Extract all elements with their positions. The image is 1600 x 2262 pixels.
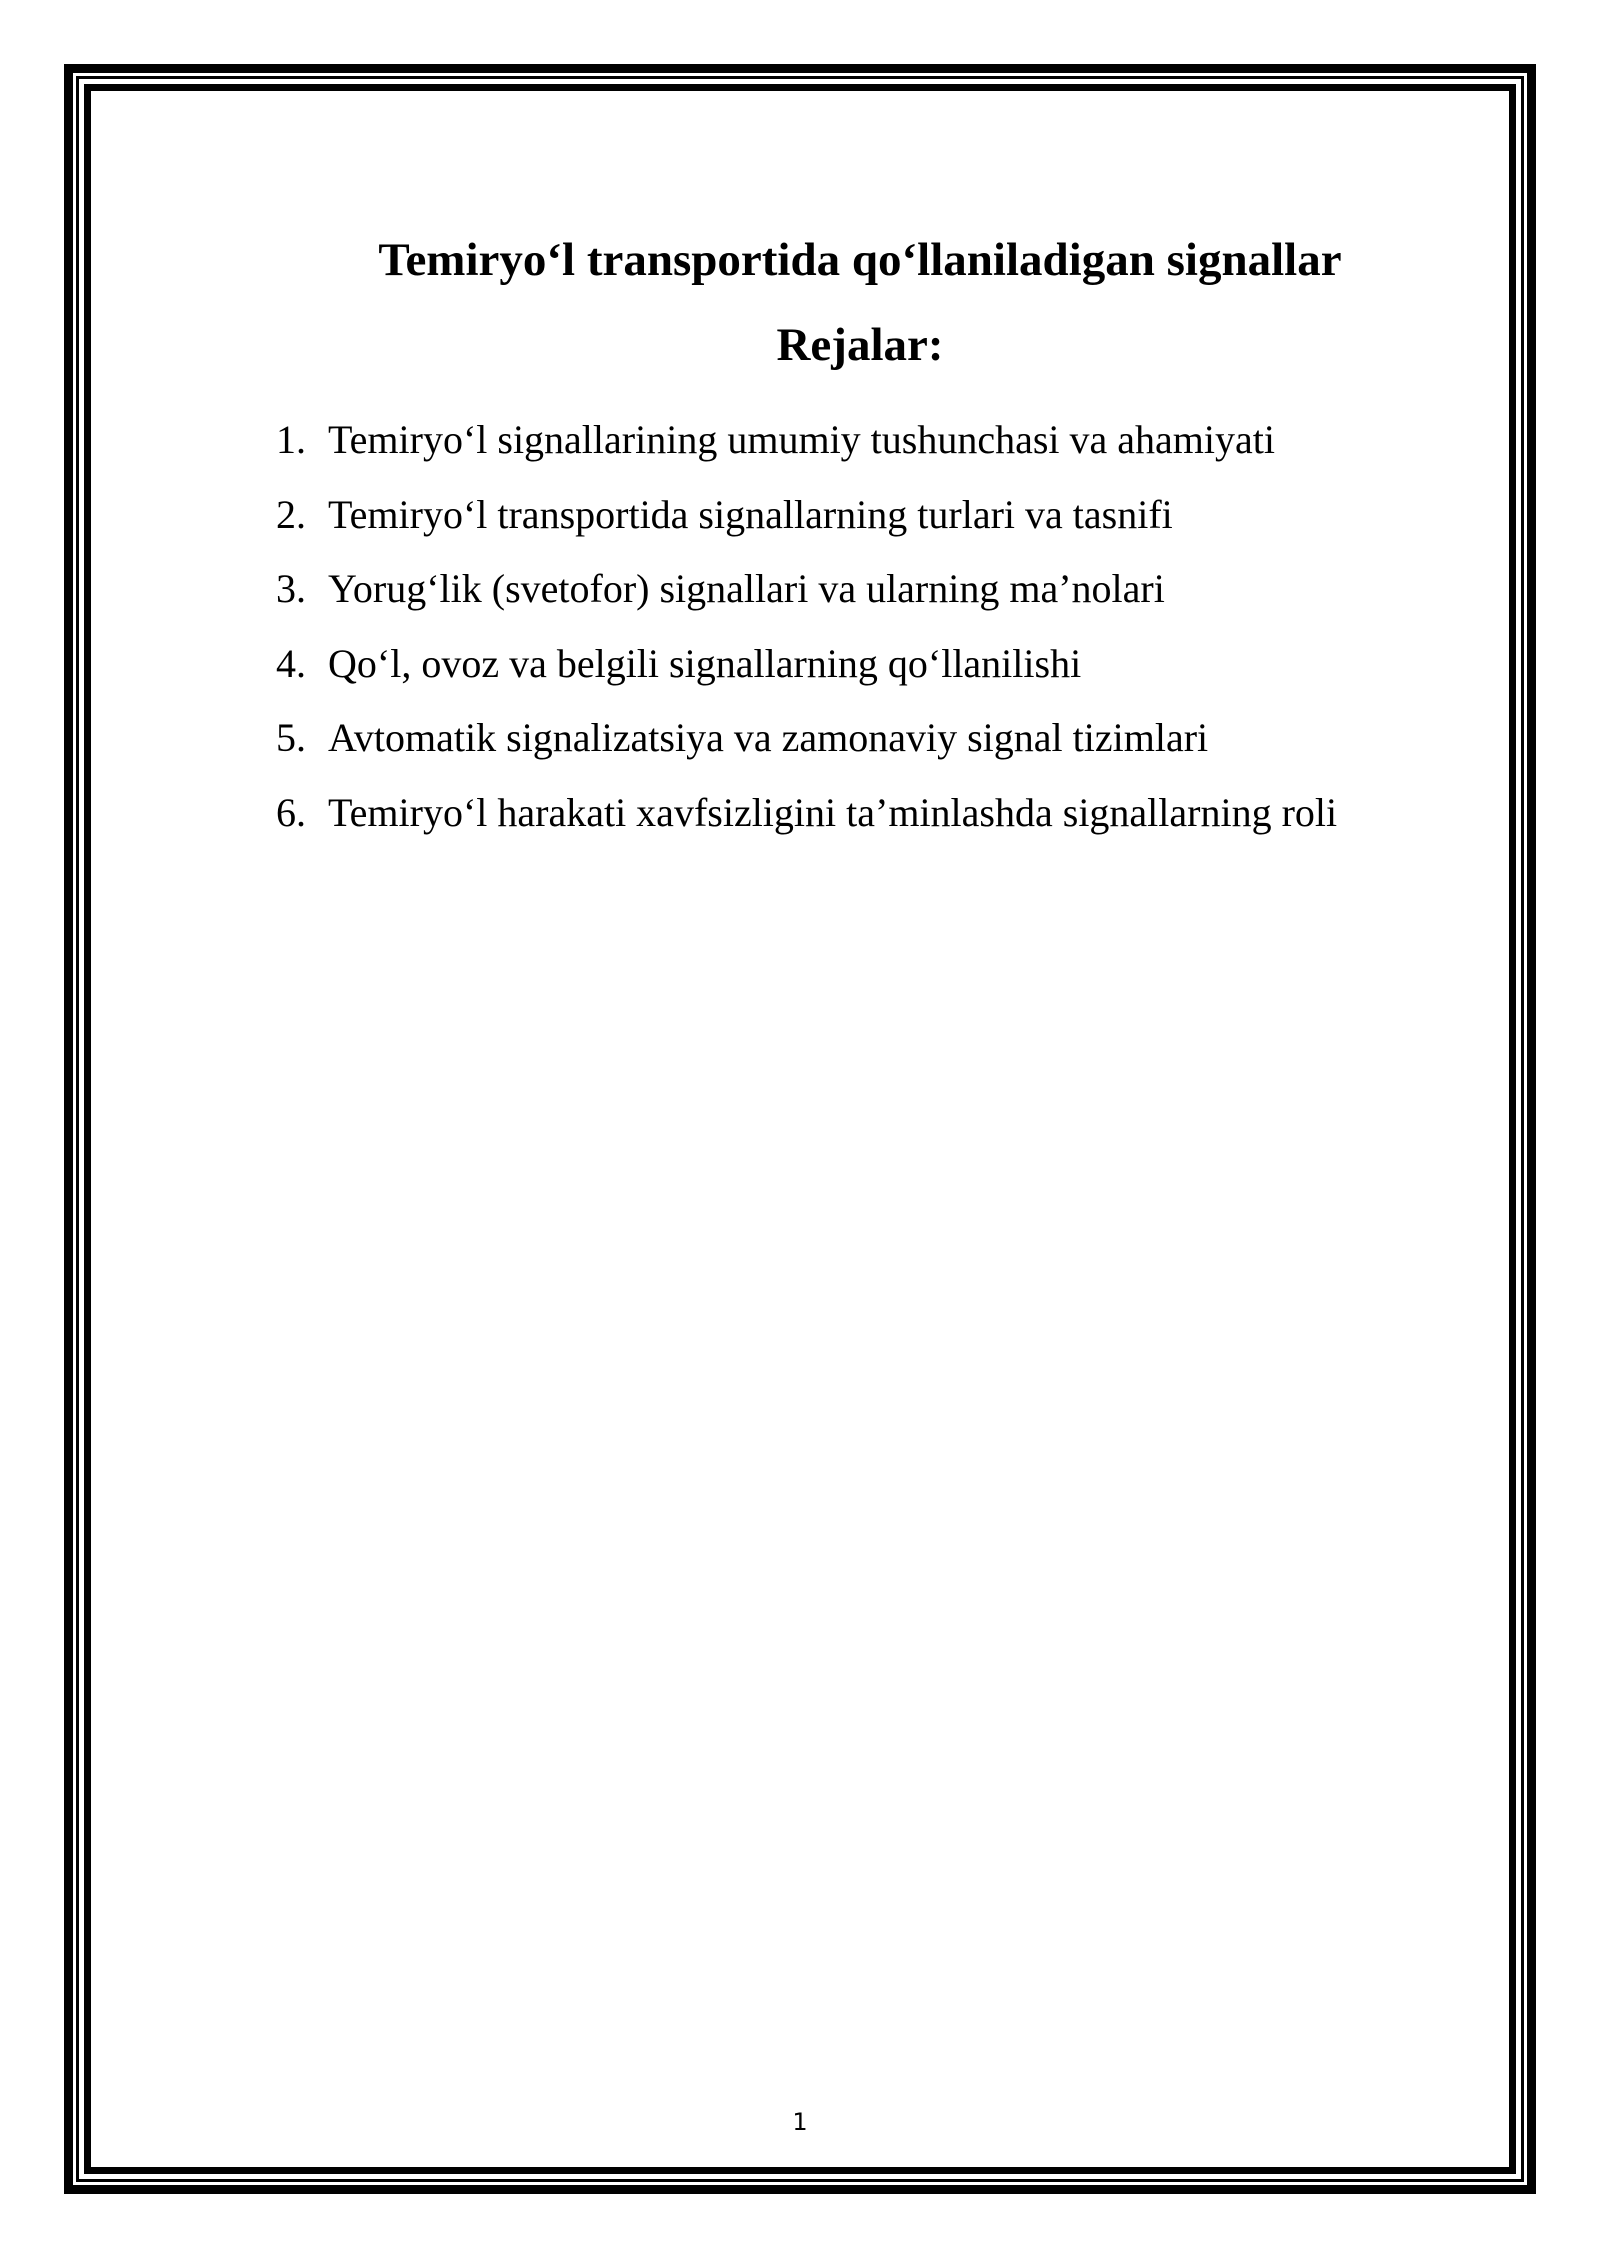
plan-item [276,708,1337,783]
plan-item-number: 5. [276,715,306,760]
plan-item-text: Temiryo‘l harakati xavfsizligini ta’minlashda signallarning roli [328,789,1338,835]
page-number: 1 [792,2108,808,2136]
plan-item-number: 3. [276,566,306,611]
plan-item-text: Yorug‘lik (svetofor) signallari va ularning ma’nolari [328,566,1165,611]
plan-item [276,783,1337,858]
plan-heading: Rejalar: [776,319,944,371]
plan-list [276,410,1337,857]
plan-item-text: Temiryo‘l transportida signallarning turlari va tasnifi [328,491,1173,537]
plan-item [276,634,1337,709]
plan-item-number: 2. [276,491,306,537]
plan-item [276,559,1337,634]
plan-item [276,410,1337,485]
plan-item-text: Qo‘l, ovoz va belgili signallarning qo‘llanilishi [328,640,1082,686]
plan-item-text: Temiryo‘l signallarining umumiy tushunchasi va ahamiyati [328,417,1276,462]
plan-item-number: 6. [276,789,306,835]
document-title: Temiryo‘l transportida qo‘llaniladigan signallar [378,234,1342,286]
plan-item-text: Avtomatik signalizatsiya va zamonaviy signal tizimlari [328,715,1209,760]
plan-item-number: 4. [276,640,306,686]
page-border-inner [84,84,1516,2174]
plan-item-number: 1. [276,417,306,462]
plan-item [276,485,1337,560]
